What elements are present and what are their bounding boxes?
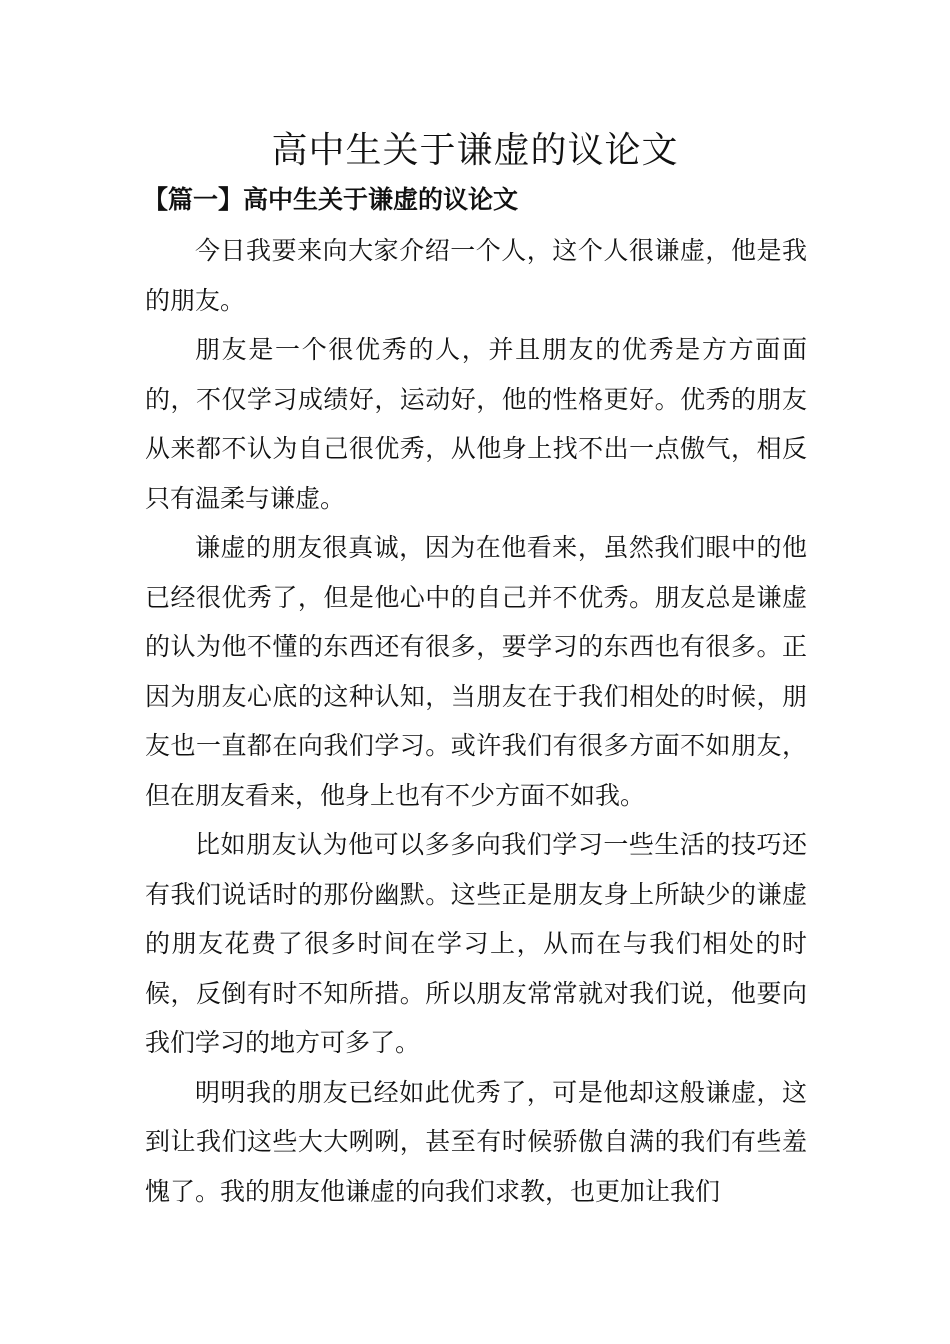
paragraph-3: 谦虚的朋友很真诚，因为在他看来，虽然我们眼中的他已经很优秀了，但是他心中的自己并不优秀。朋友总是谦虚的认为他不懂的东西还有很多，要学习的东西也有很多。正因为朋友心底的这种认知，当朋友在于我们相处的时候，朋友也一直都在向我们学习。或许我们有很多方面不如朋友，但在朋友看来，他身上也有不少方面不如我。 (145, 533, 807, 810)
paragraph-1: 今日我要来向大家介绍一个人，这个人很谦虚，他是我的朋友。 (145, 236, 807, 315)
paragraph-5: 明明我的朋友已经如此优秀了，可是他却这般谦虚，这到让我们这些大大咧咧，甚至有时候骄傲自满的我们有些羞愧了。我的朋友他谦虚的向我们求教，也更加让我们 (145, 1077, 807, 1206)
document-body (145, 226, 807, 1216)
section-heading: 【篇一】高中生关于谦虚的议论文 (143, 185, 519, 214)
paragraph-4: 比如朋友认为他可以多多向我们学习一些生活的技巧还有我们说话时的那份幽默。这些正是朋友身上所缺少的谦虚的朋友花费了很多时间在学习上，从而在与我们相处的时候，反倒有时不知所措。所以朋友常常就对我们说，他要向我们学习的地方可多了。 (145, 830, 807, 1057)
document-title: 高中生关于谦虚的议论文 (271, 130, 679, 171)
paragraph-2: 朋友是一个很优秀的人，并且朋友的优秀是方方面面的，不仅学习成绩好，运动好，他的性格更好。优秀的朋友从来都不认为自己很优秀，从他身上找不出一点傲气，相反只有温柔与谦虚。 (145, 335, 807, 513)
